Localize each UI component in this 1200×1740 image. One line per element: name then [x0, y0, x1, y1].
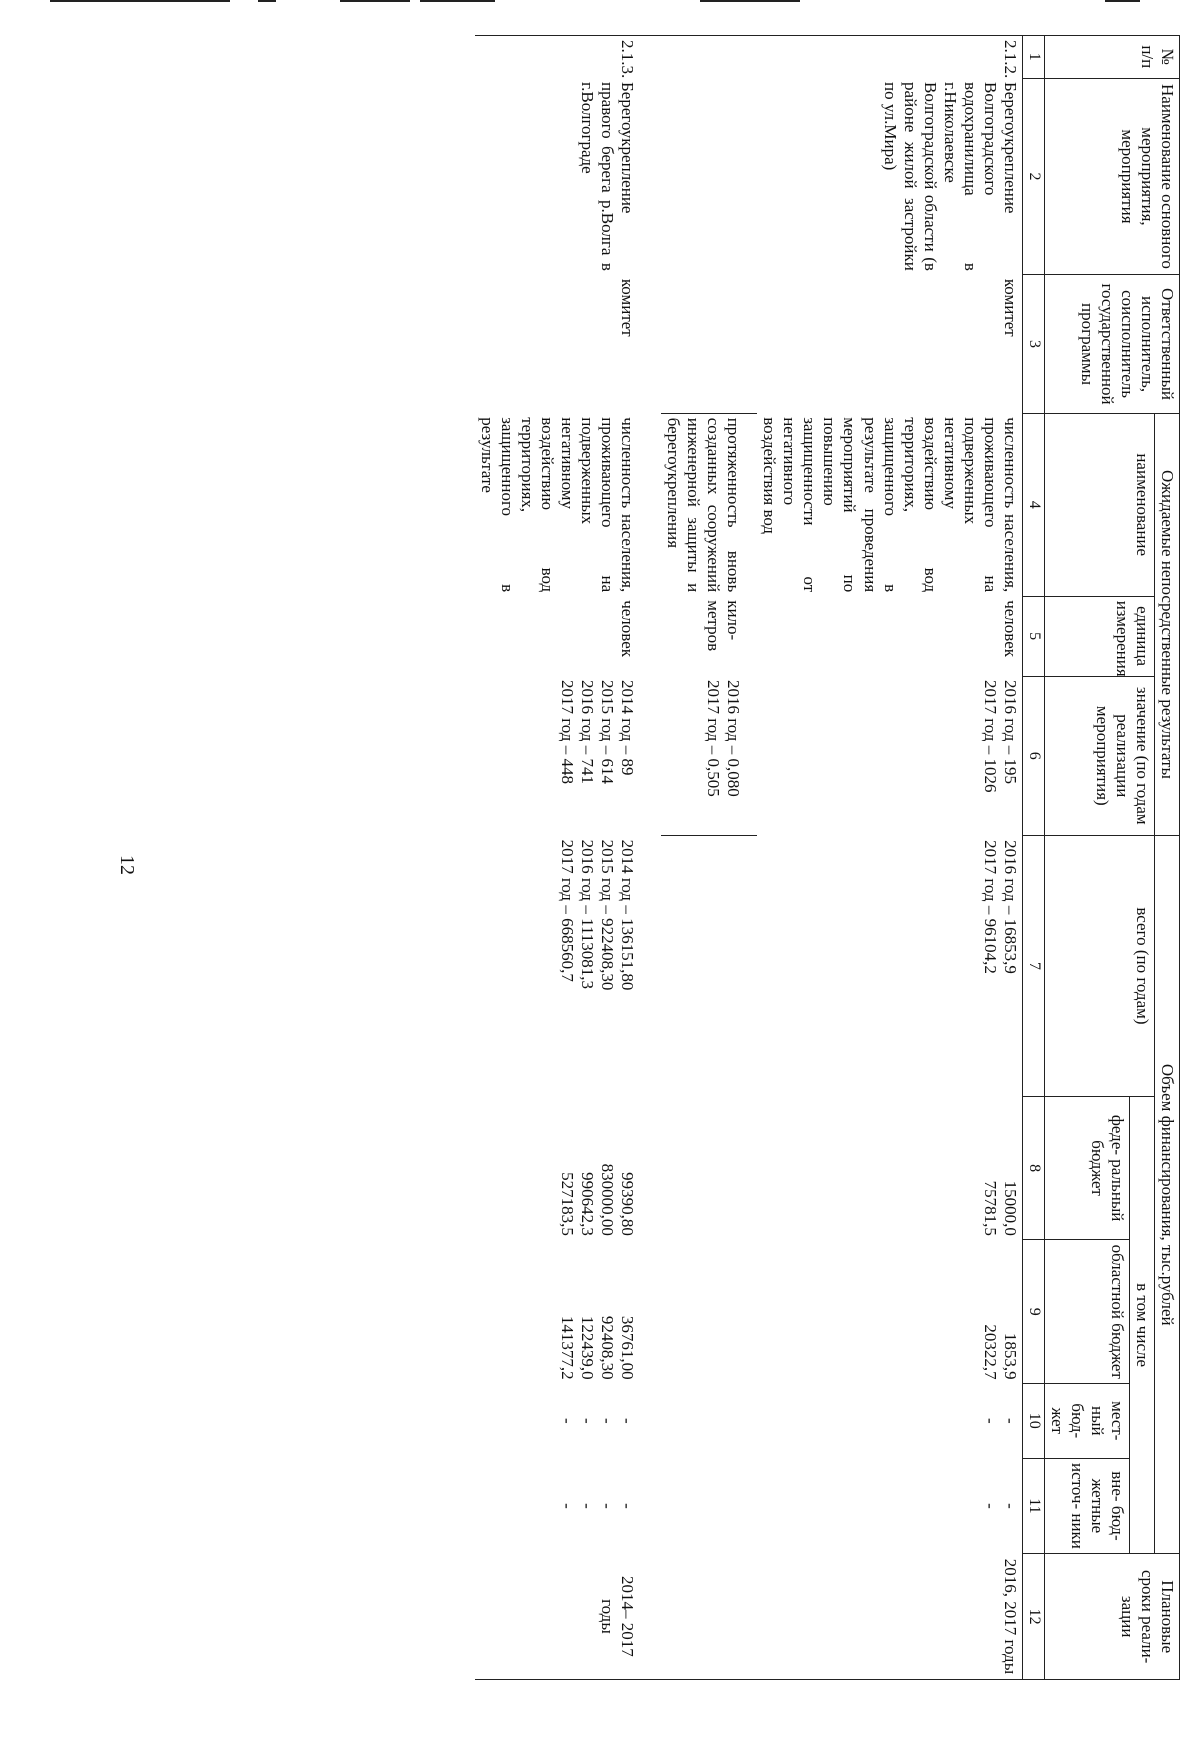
header-name: Наименование основного мероприятия, мероприятия	[1044, 78, 1179, 275]
result-value: 2016 год – 0,080	[724, 680, 744, 797]
table-row	[757, 36, 1022, 1680]
column-number: 7	[1022, 836, 1044, 1097]
header-extra: вне- бюд- жетные источ- ники	[1044, 1458, 1129, 1554]
column-number: 1	[1022, 36, 1044, 79]
column-number-row	[1022, 36, 1044, 1680]
total-value: 2017 год – 668560,7	[557, 839, 577, 982]
result-name: численность населения, проживающего на подверженных негативному воздействию вод территориях, защищенного в результате проведения мероприятий по повышению защищенности от негативного воздействия вод	[760, 417, 1020, 593]
result-value: 2017 год – 1026	[980, 680, 1000, 793]
total-value: 2015 год – 922408,30	[598, 839, 617, 991]
result-value: 2016 год – 195	[1000, 680, 1020, 784]
row-num: 2.1.3.	[475, 36, 639, 79]
rotated-page	[140, 35, 1180, 1740]
regional-value: 122439,0	[577, 1315, 597, 1380]
regional-value: 1853,9	[1000, 1332, 1020, 1380]
regional-value: 92408,30	[598, 1315, 617, 1380]
funding-local	[661, 1384, 1022, 1458]
total-value: 2016 год – 1113081,3	[577, 839, 597, 990]
row-name: Берегоукрепление Волгоградского водохранилища в г.Николаевске Волгоградской области (в районе жилой застройки по ул.Мира)	[880, 82, 1020, 271]
row-name: Берегоукрепление правого берега р.Волга в г.Волгограде	[577, 82, 638, 271]
result-name: протяженность вновь созданных сооружений инженерной защиты и берегоукрепления	[661, 413, 757, 596]
header-result-name: наименование	[1044, 413, 1154, 596]
result-unit: человек	[618, 600, 638, 658]
federal-value: 527183,5	[557, 1172, 577, 1236]
result-values	[661, 676, 757, 836]
result-name: численность населения, проживающего на подверженных негативному воздействию вод территориях, защищенного в результате	[477, 417, 638, 593]
scan-mark	[700, 0, 800, 2]
result-unit: человек	[1000, 600, 1020, 658]
funding-total	[661, 836, 1022, 1097]
column-number: 9	[1022, 1240, 1044, 1384]
extra-value: -	[618, 1503, 638, 1509]
regional-value: 141377,2	[557, 1315, 577, 1380]
funding-total	[475, 836, 639, 1097]
page-number: 12	[116, 855, 138, 875]
scan-mark	[50, 0, 230, 2]
extra-value: -	[598, 1503, 617, 1509]
funding-extra	[475, 1458, 639, 1554]
federal-value: 990642,3	[577, 1172, 597, 1236]
header-unit: единица измерения	[1044, 596, 1154, 676]
table-row	[475, 36, 639, 1680]
result-unit: кило- метров	[704, 600, 744, 652]
funding-federal	[475, 1096, 639, 1240]
local-value: -	[577, 1417, 597, 1424]
header-executor: Ответственный исполнитель, соисполнитель государственной программы	[1044, 275, 1179, 413]
header-terms: Плановые сроки реали- зации	[1044, 1554, 1179, 1680]
federal-value: 830000,00	[598, 1163, 617, 1236]
result-value: 2014 год – 89	[618, 680, 638, 776]
header-federal: феде- ральный бюджет	[1044, 1096, 1129, 1240]
funding-extra	[661, 1458, 1022, 1554]
local-value: -	[980, 1417, 1000, 1424]
column-number: 3	[1022, 275, 1044, 413]
local-value: -	[598, 1417, 617, 1424]
federal-value: 15000,0	[1000, 1180, 1020, 1236]
header-including: в том числе	[1129, 1096, 1154, 1554]
column-number: 11	[1022, 1458, 1044, 1554]
row-terms: 2016, 2017 годы	[661, 1554, 1022, 1680]
scan-mark	[1105, 0, 1140, 2]
row-executor: комитет	[1000, 278, 1020, 337]
extra-value: -	[980, 1503, 1000, 1509]
row-terms: 2014– 2017 годы	[475, 1554, 639, 1680]
regional-value: 20322,7	[980, 1324, 1000, 1380]
funding-regional	[475, 1240, 639, 1384]
funding-local	[475, 1384, 639, 1458]
column-number: 4	[1022, 413, 1044, 596]
federal-value: 75781,5	[980, 1180, 1000, 1236]
header-local: мест- ный бюд- жет	[1044, 1384, 1129, 1458]
column-number: 10	[1022, 1384, 1044, 1458]
funding-regional	[661, 1240, 1022, 1384]
scan-mark	[258, 0, 276, 2]
total-value: 2014 год – 136151,80	[618, 839, 638, 991]
result-value: 2017 год – 0,505	[704, 680, 724, 797]
column-number: 8	[1022, 1096, 1044, 1240]
scan-mark	[420, 0, 495, 2]
regional-value: 36761,00	[618, 1315, 638, 1380]
local-value: -	[1000, 1417, 1020, 1424]
column-number: 2	[1022, 78, 1044, 275]
result-value: 2017 год – 448	[557, 680, 577, 784]
header-regional: областной бюджет	[1044, 1240, 1129, 1384]
extra-value: -	[577, 1503, 597, 1509]
total-value: 2017 год – 96104,2	[980, 840, 1000, 974]
row-num: 2.1.2.	[661, 36, 1022, 79]
program-table	[475, 35, 1180, 1680]
header-num: № п/п	[1044, 36, 1179, 79]
result-values	[757, 676, 1022, 836]
local-value: -	[557, 1417, 577, 1424]
total-value: 2016 год – 16853,9	[1000, 840, 1020, 974]
header-funding-group: Объем финансирования, тыс.рублей	[1154, 836, 1179, 1554]
result-values	[475, 676, 639, 836]
federal-value: 99390,80	[618, 1172, 638, 1236]
extra-value: -	[557, 1503, 577, 1509]
result-value: 2016 год – 741	[577, 680, 597, 784]
column-number: 12	[1022, 1554, 1044, 1680]
column-number: 5	[1022, 596, 1044, 676]
local-value: -	[618, 1417, 638, 1424]
scan-edge	[0, 0, 1200, 6]
header-total: всего (по годам)	[1044, 836, 1154, 1097]
header-value: значение (по годам реализации мероприятия)	[1044, 676, 1154, 836]
header-results-group: Ожидаемые непосредственные результаты	[1154, 413, 1179, 835]
row-executor: комитет	[618, 278, 638, 337]
result-value: 2015 год – 614	[598, 680, 617, 784]
row-spacer	[639, 36, 661, 1680]
scan-mark	[340, 0, 410, 2]
funding-federal	[661, 1096, 1022, 1240]
extra-value: -	[1000, 1503, 1020, 1509]
column-number: 6	[1022, 676, 1044, 836]
